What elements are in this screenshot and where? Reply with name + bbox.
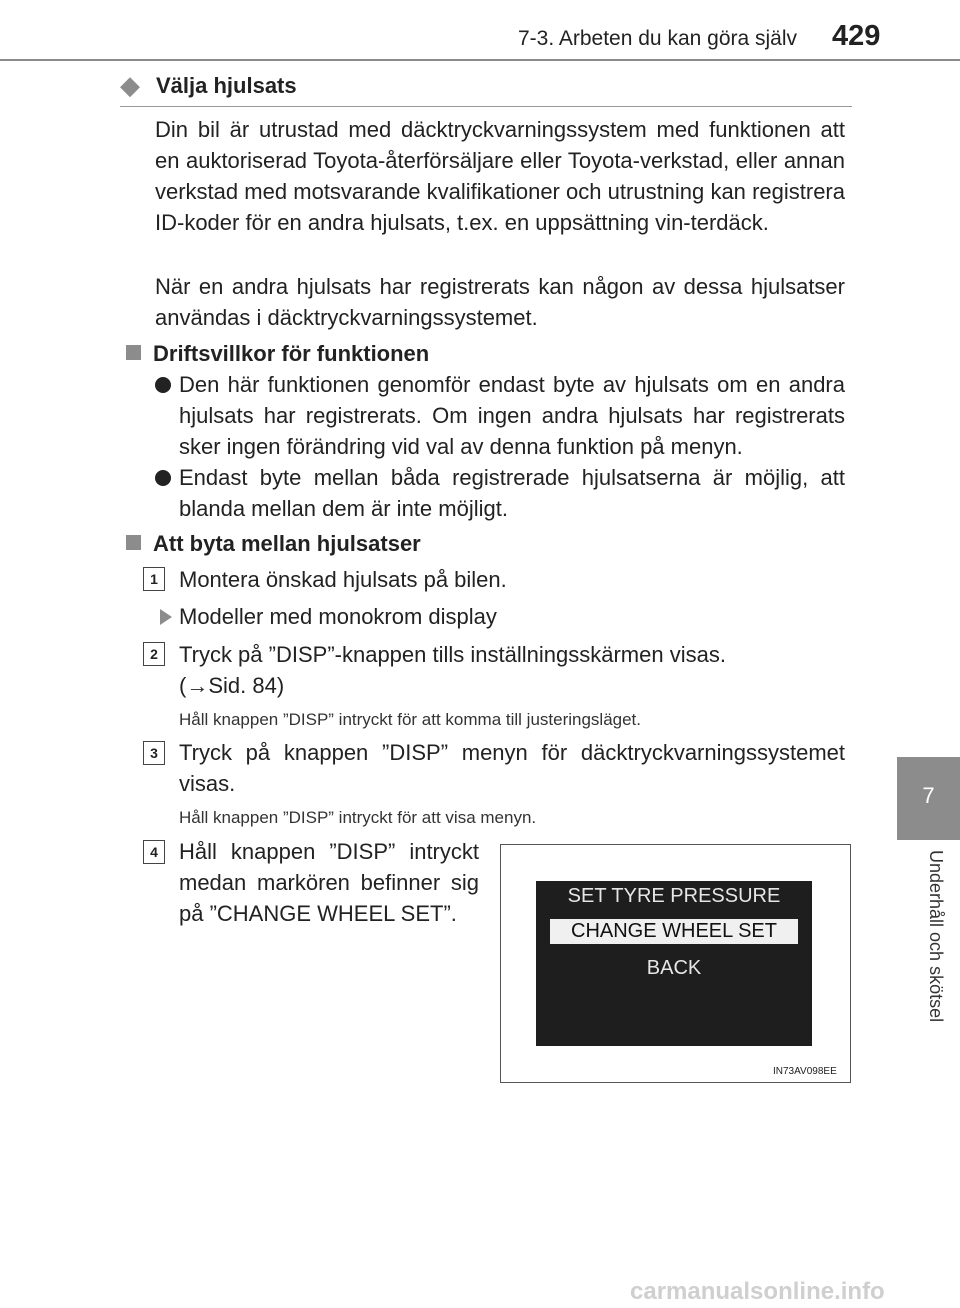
display-screen [536, 881, 812, 1046]
second-paragraph: När en andra hjulsats har registrerats kan någon av dessa hjulsatser användas i däcktryckvarningssystemet. [155, 274, 845, 330]
page-reference: (→Sid. 84) [179, 673, 285, 698]
page-header [0, 0, 960, 62]
square-bullet-icon [126, 535, 141, 550]
step-text: Håll knappen ”DISP” intryckt medan markören befinner sig på ”CHANGE WHEEL SET”. [179, 839, 479, 926]
model-subheading: Modeller med monokrom display [179, 604, 497, 629]
screen-title: SET TYRE PRESSURE [567, 885, 781, 907]
watermark: carmanualsonline.info [630, 1278, 885, 1305]
section-heading [120, 70, 852, 107]
header-section-title: 7-3. Arbeten du kan göra själv [518, 27, 798, 50]
screen-menu-selected: CHANGE WHEEL SET [550, 919, 798, 944]
section-title: Välja hjulsats [156, 73, 297, 98]
conditions-heading-text: Driftsvillkor för funktionen [153, 341, 430, 366]
square-bullet-icon [126, 345, 141, 360]
triangle-icon [160, 609, 172, 625]
step-text: Tryck på knappen ”DISP” menyn för däcktryckvarningssystemet visas. [179, 740, 845, 796]
bullet-icon [155, 470, 171, 486]
step-number: 4 [143, 840, 165, 864]
chapter-tab [897, 757, 960, 840]
step-number: 2 [143, 642, 165, 666]
condition-item: Endast byte mellan båda registrerade hjulsatserna är möjlig, att blanda mellan dem är inte möjligt. [179, 465, 845, 521]
screen-menu-back: BACK [646, 957, 702, 979]
step-number: 3 [143, 741, 165, 765]
chapter-number: 7 [922, 783, 935, 808]
page-number: 429 [832, 20, 881, 52]
intro-paragraph: Din bil är utrustad med däcktryckvarningssystem med funktionen att en auktoriserad Toyota-återförsäljare eller Toyota-verkstad, eller annan verkstad med motsvarande kvalifikationer och utrustning kan registrera ID-koder för en andra hjulsats, t.ex. en uppsättning vin-terdäck. [155, 117, 845, 235]
step-text: Tryck på ”DISP”-knappen tills inställningsskärmen visas. [179, 642, 726, 667]
step-number: 1 [143, 567, 165, 591]
step-note: Håll knappen ”DISP” intryckt för att visa menyn. [179, 808, 537, 827]
step-text: Montera önskad hjulsats på bilen. [179, 567, 507, 592]
condition-item: Den här funktionen genomför endast byte av hjulsats om en andra hjulsats har registrerats. Om ingen andra hjulsats har registrerats sker ingen förändring vid val av denna funktion på menyn. [179, 372, 845, 459]
header-divider [0, 59, 960, 61]
bullet-icon [155, 377, 171, 393]
step-note: Håll knappen ”DISP” intryckt för att komma till justeringsläget. [179, 710, 642, 729]
switching-heading [126, 531, 421, 557]
switching-heading-text: Att byta mellan hjulsatser [153, 531, 421, 556]
figure-code: IN73AV098EE [773, 1066, 837, 1077]
chapter-label: Underhåll och skötsel [926, 850, 946, 1023]
conditions-heading [126, 341, 429, 367]
diamond-icon: ◆ [120, 70, 140, 100]
